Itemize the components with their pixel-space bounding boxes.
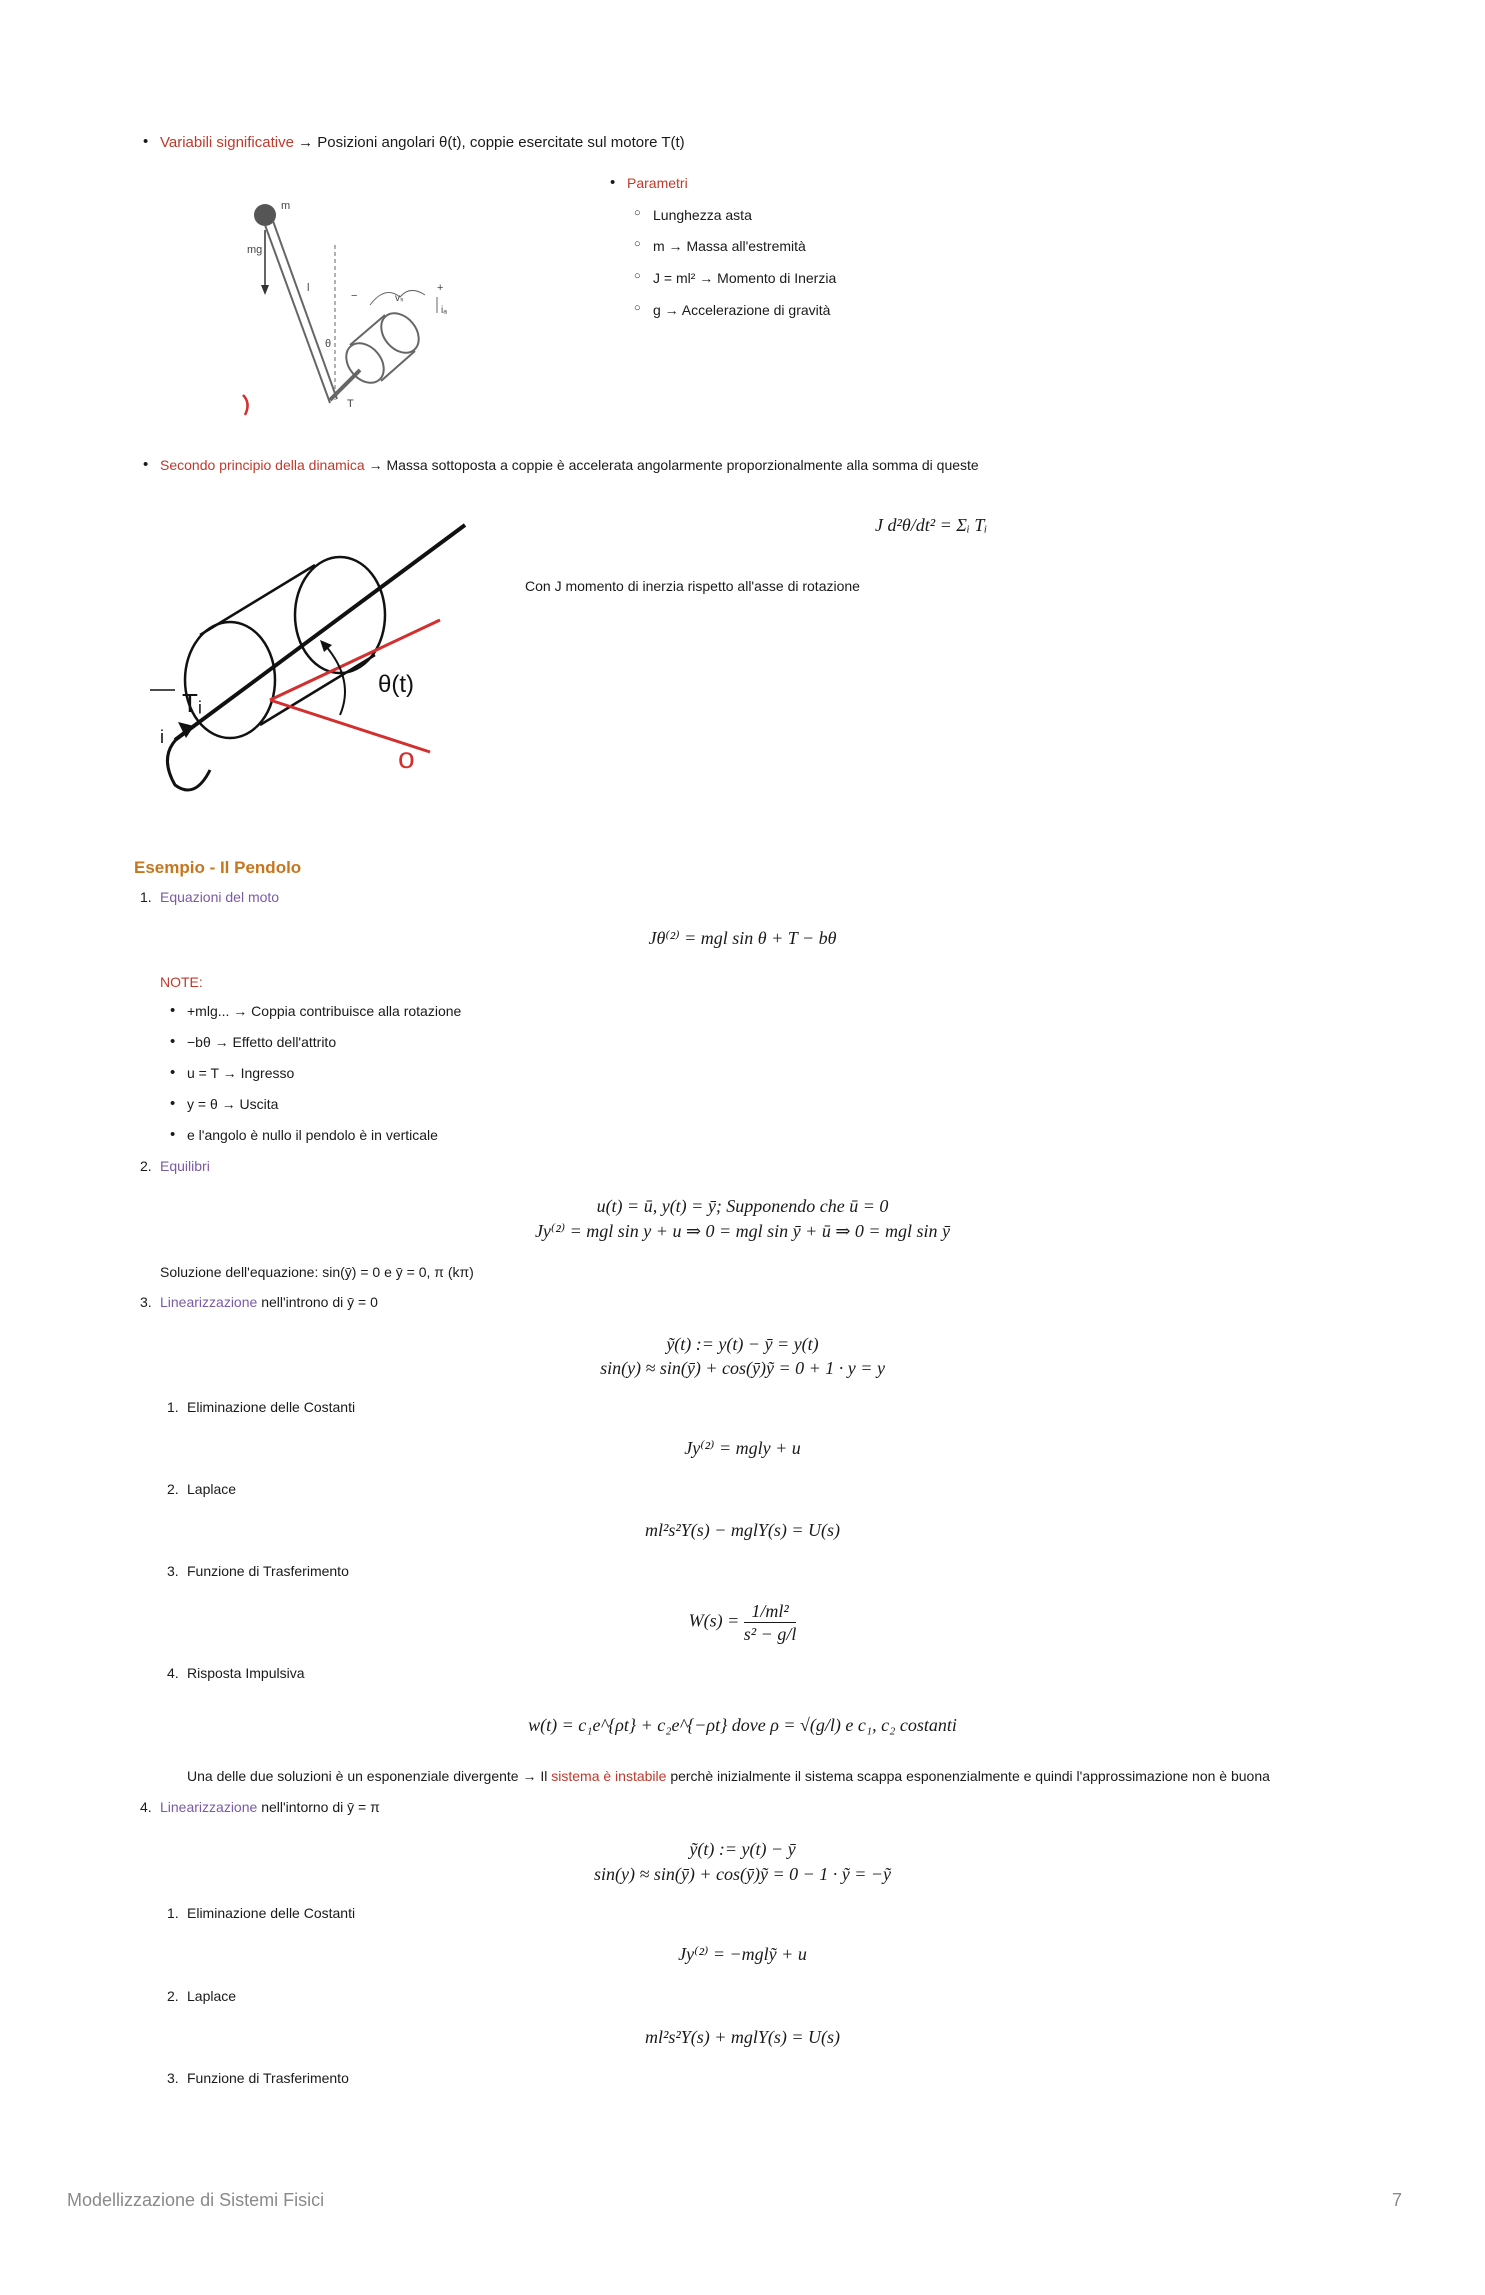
label-theta: θ [325,338,332,350]
label-theta-t: θ(t) [378,671,414,698]
inertia-note: Con J momento di inerzia rispetto all'asse di rotazione [525,578,860,594]
label-minus: − [351,290,358,302]
label-l: l [307,282,310,294]
equation-solution: Soluzione dell'equazione: sin(ȳ) = 0 e ȳ = 0, π (kπ) [160,1264,474,1280]
gravity-arrow-head [261,285,269,295]
instability-note: Una delle due soluzioni è un esponenziale divergente → Il sistema è instabile perchè inizialmente il sistema scappa esponenzialmente e quindi l'approssimazione non è buona [187,1768,1270,1784]
eq-transfer-function-0: W(s) = $\frac{\text{1/ml²}}{\text{s² − g/l}}$ [688,1601,797,1644]
label-plus: + [437,282,444,294]
sub3-step-1: 1. Eliminazione delle Costanti [167,1399,356,1415]
step-2: 2. Equilibri [140,1158,210,1174]
note-1: • −bθ → Effetto dell'attrito [187,1034,336,1050]
bullet-second-principle [160,457,979,473]
sub4-step-1: 1. Eliminazione delle Costanti [167,1905,356,1921]
example-title: Esempio - Il Pendolo [134,858,302,877]
label-T: T [347,398,354,410]
cylinder-top-edge [200,565,315,635]
param-gravity: ○ g → Accelerazione di gravità [653,302,830,318]
significant-variables-label: Variabili significative [160,134,294,151]
sub4-step-3: 3. Funzione di Trasferimento [167,2070,349,2086]
label-i: i [160,727,164,747]
note-4: • e l'angolo è nullo il pendolo è in verticale [187,1127,438,1143]
label-ia: iₐ [441,305,447,316]
sub4-step-2: 2. Laplace [167,1988,237,2004]
label-mg: mg [247,244,263,256]
sub3-step-3: 3. Funzione di Trasferimento [167,1563,349,1579]
param-inertia: ○ J = ml² → Momento di Inerzia [653,270,836,286]
step-1: 1. Equazioni del moto [140,889,280,905]
page-number: 7 [1392,2190,1403,2210]
rotating-cylinder-sketch [150,500,480,800]
newton-equation: J d²θ/dt² = Σᵢ Tᵢ [875,515,988,535]
pendulum-rod-b [273,221,337,399]
notes-label: NOTE: [160,974,203,990]
param-mass: ○ m → Massa all'estremità [653,238,806,254]
sub3-step-2: 2. Laplace [167,1481,237,1497]
eq-impulse-response: w(t) = c₁e^{ρt} + c₂e^{−ρt} dove ρ = √(g/l) e c₁, c₂ costanti [528,1715,957,1735]
bullet-parameters [627,175,688,191]
motor-body-right [374,306,427,360]
red-line-upper [270,620,440,700]
pendulum-motor-figure [225,185,525,430]
param-length: ○ Lunghezza asta [653,207,752,223]
note-0: • +mlg... → Coppia contribuisce alla rotazione [187,1003,461,1019]
eq-sub4-2: ml²s²Y(s) + mglY(s) = U(s) [644,2027,841,2047]
eq-sub3-2: ml²s²Y(s) − mglY(s) = U(s) [644,1520,841,1540]
note-2: • u = T → Ingresso [187,1065,294,1081]
motor-edge-bottom [381,351,415,381]
second-principle-text: → Massa sottoposta a coppie è accelerata angolarmente proporzionalmente alla somma di queste [368,457,979,473]
eq-linpi-2: sin(y) ≈ sin(ȳ) + cos(ȳ)ỹ = 0 − 1 · ỹ = −ỹ [593,1864,892,1884]
second-principle-label: Secondo principio della dinamica [160,457,365,473]
label-Ti: Tᵢ [182,688,202,718]
label-m: m [281,200,291,212]
sub3-step-4: 4. Risposta Impulsiva [167,1665,305,1681]
step-4: 4. Linearizzazione nell'intorno di ȳ = π [140,1799,380,1815]
eq-equil-1: u(t) = ū, y(t) = ȳ; Supponendo che ū = 0 [596,1196,889,1216]
parameters-label: Parametri [627,175,688,191]
red-mark [243,395,248,415]
eq-lin0-2: sin(y) ≈ sin(ȳ) + cos(ȳ)ỹ = 0 + 1 · y = y [600,1358,885,1378]
motor-edge-top [350,315,385,345]
eq-linpi-1: ỹ(t) := y(t) − ȳ [689,1839,796,1859]
cylinder-back [295,557,385,673]
note-3: • y = θ → Uscita [187,1096,278,1112]
label-vs: vₛ [395,293,404,304]
eq-sub3-1: Jy⁽²⁾ = mgly + u [684,1438,801,1458]
rotation-arrow [167,730,210,790]
rotation-axis [175,525,465,740]
pendulum-rod-a [265,225,330,403]
eq-equil-2: Jy⁽²⁾ = mgl sin y + u ⇒ 0 = mgl sin ȳ + ū ⇒ 0 = mgl sin ȳ [534,1221,951,1241]
eq-sub4-1: Jy⁽²⁾ = −mglỹ + u [678,1944,807,1964]
eq-lin0-1: ỹ(t) := y(t) − ȳ = y(t) [666,1334,819,1354]
significant-variables-text: → Posizioni angolari θ(t), coppie esercitate sul motore T(t) [298,134,685,151]
step-3: 3. Linearizzazione nell'introno di ȳ = 0 [140,1294,378,1310]
eq-motion: Jθ⁽²⁾ = mgl sin θ + T − bθ [648,928,837,948]
label-o: o [398,742,415,775]
bullet-significant-variables [160,134,685,151]
footer-title: Modellizzazione di Sistemi Fisici [67,2190,325,2210]
